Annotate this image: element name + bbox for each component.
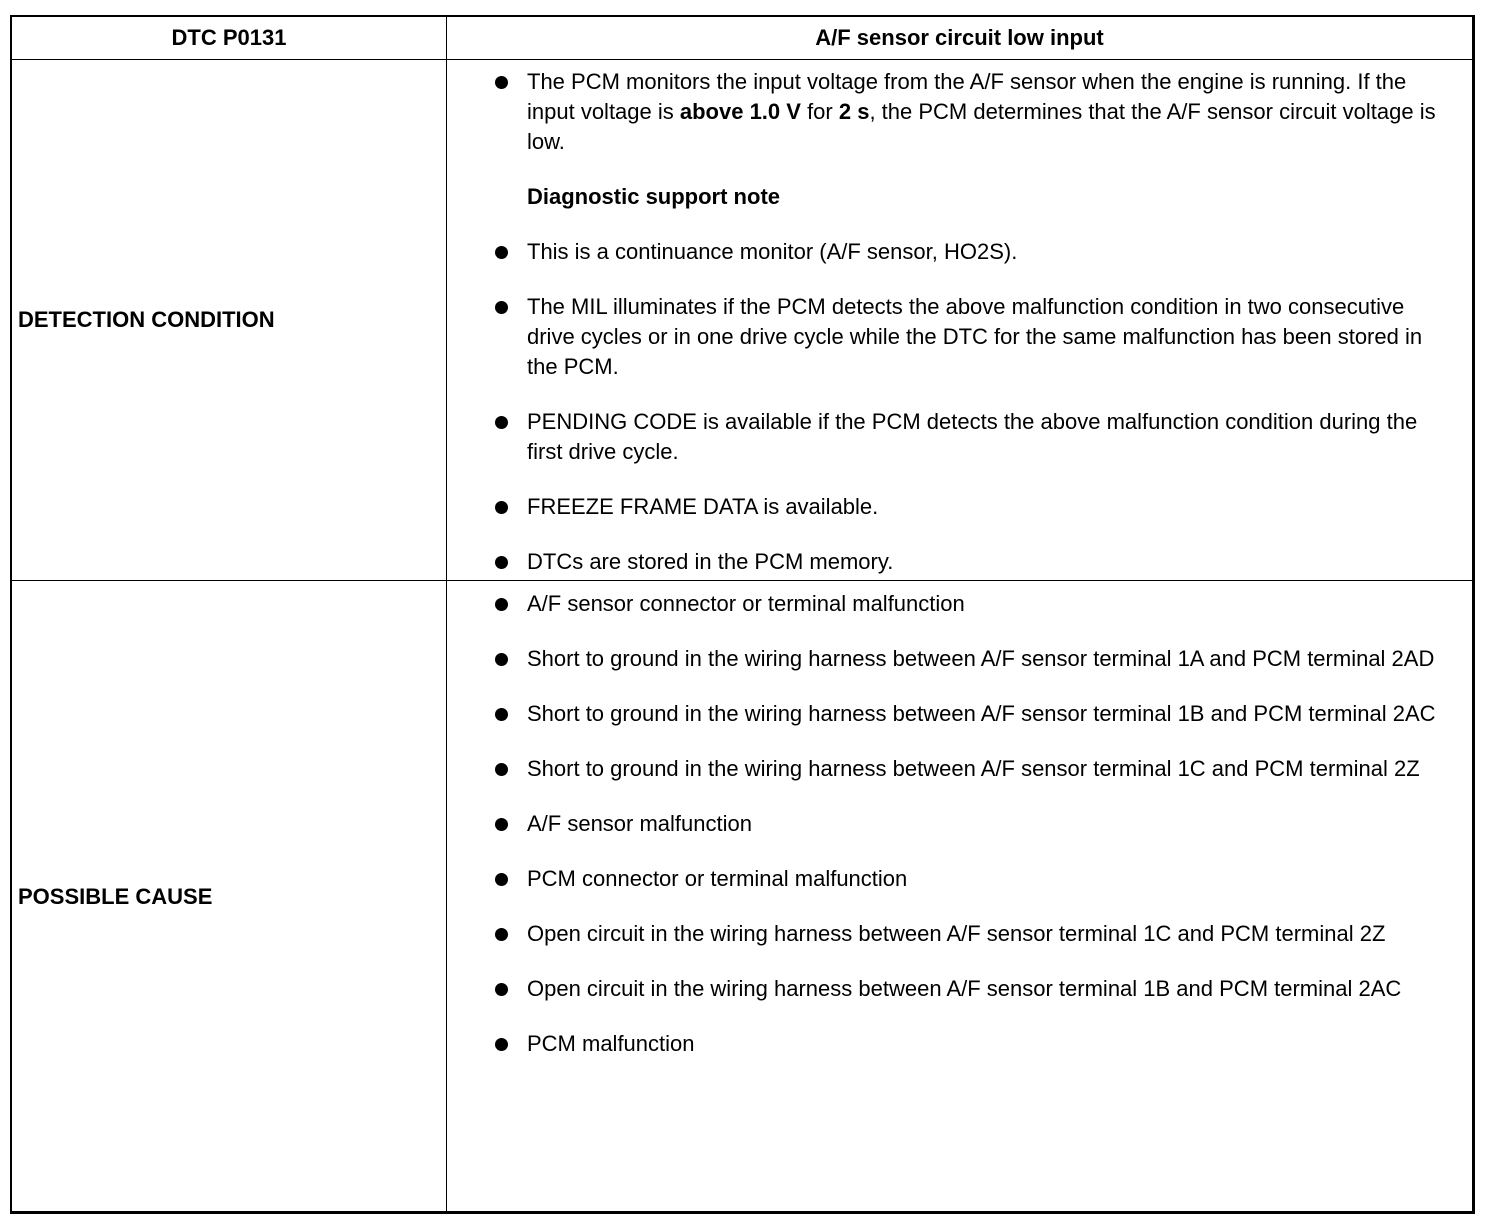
detection-condition-label: DETECTION CONDITION <box>18 307 275 332</box>
detection-item: PENDING CODE is available if the PCM detects the above malfunction condition during the first drive cycle. <box>447 407 1472 467</box>
detection-item-main: The PCM monitors the input voltage from the A/F sensor when the engine is running. If the input voltage is above 1.0 V for 2 s, the PCM determines that the A/F sensor circuit voltage is low. <box>447 67 1472 157</box>
bullet-icon <box>495 983 508 996</box>
cause-item: Short to ground in the wiring harness between A/F sensor terminal 1C and PCM terminal 2Z <box>447 754 1472 784</box>
dtc-code-header: DTC P0131 <box>171 25 287 50</box>
cause-item: Short to ground in the wiring harness between A/F sensor terminal 1A and PCM terminal 2AD <box>447 644 1472 674</box>
cause-item: PCM connector or terminal malfunction <box>447 864 1472 894</box>
dtc-title-header: A/F sensor circuit low input <box>815 25 1104 50</box>
row-divider <box>12 580 1472 581</box>
cause-item: Open circuit in the wiring harness between A/F sensor terminal 1C and PCM terminal 2Z <box>447 919 1472 949</box>
bullet-icon <box>495 556 508 569</box>
detection-item: FREEZE FRAME DATA is available. <box>447 492 1472 522</box>
diagnostic-support-note-title: Diagnostic support note <box>527 184 780 209</box>
bullet-icon <box>495 818 508 831</box>
cause-item: Short to ground in the wiring harness between A/F sensor terminal 1B and PCM terminal 2AC <box>447 699 1472 729</box>
detection-item: DTCs are stored in the PCM memory. <box>447 547 1472 577</box>
dtc-table <box>10 15 1475 1214</box>
bullet-icon <box>495 246 508 259</box>
possible-cause-list <box>447 589 1472 1059</box>
bullet-icon <box>495 873 508 886</box>
bullet-icon <box>495 708 508 721</box>
detection-item: The MIL illuminates if the PCM detects the above malfunction condition in two consecutive drive cycles or in one drive cycle while the DTC for the same malfunction has been stored in the PCM. <box>447 292 1472 382</box>
bullet-icon <box>495 501 508 514</box>
cause-item: A/F sensor connector or terminal malfunction <box>447 589 1472 619</box>
bullet-icon <box>495 1038 508 1051</box>
bullet-icon <box>495 416 508 429</box>
detection-item: This is a continuance monitor (A/F sensor, HO2S). <box>447 237 1472 267</box>
cause-item: Open circuit in the wiring harness between A/F sensor terminal 1B and PCM terminal 2AC <box>447 974 1472 1004</box>
header-divider <box>12 59 1472 60</box>
cause-item: A/F sensor malfunction <box>447 809 1472 839</box>
bullet-icon <box>495 653 508 666</box>
bullet-icon <box>495 763 508 776</box>
bullet-icon <box>495 598 508 611</box>
bullet-icon <box>495 76 508 89</box>
possible-cause-label: POSSIBLE CAUSE <box>18 884 213 909</box>
bullet-icon <box>495 928 508 941</box>
cause-item: PCM malfunction <box>447 1029 1472 1059</box>
detection-condition-list <box>447 67 1472 577</box>
bullet-icon <box>495 301 508 314</box>
